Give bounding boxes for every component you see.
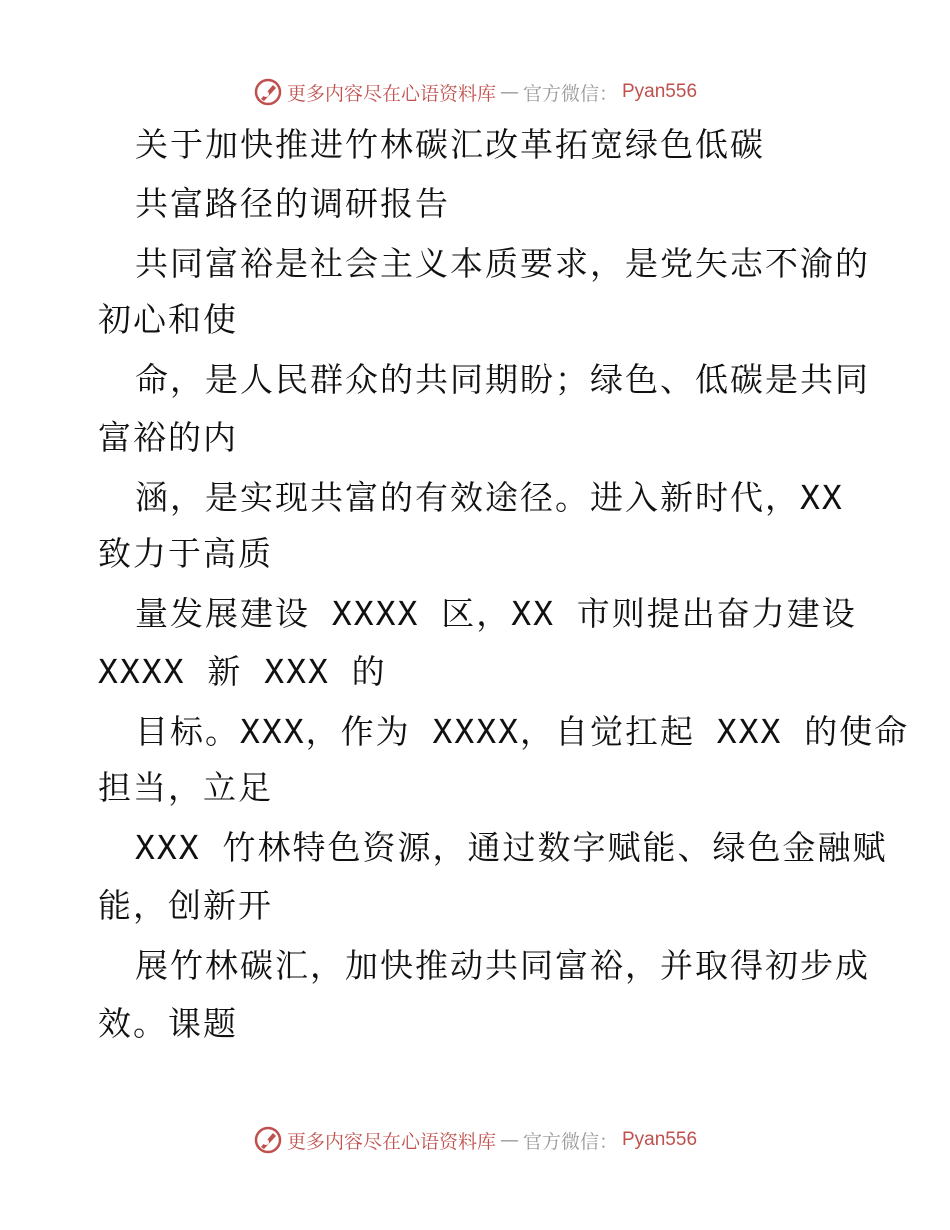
doc-line: XXXX 新 XXX 的: [98, 652, 387, 691]
doc-line: 共同富裕是社会主义本质要求，是党矢志不渝的: [135, 244, 870, 283]
banner-separator: —: [499, 81, 519, 103]
banner-slogan: 更多内容尽在心语资料库: [286, 82, 496, 105]
doc-line: 命，是人民群众的共同期盼；绿色、低碳是共同: [135, 360, 870, 399]
doc-line: 担当，立足: [98, 768, 273, 807]
doc-line: 富裕的内: [98, 418, 238, 457]
banner-separator: —: [499, 1129, 519, 1151]
banner-wechat-id: Pyan556: [622, 1129, 698, 1150]
doc-line: 涵，是实现共富的有效途径。进入新时代，XX: [135, 478, 844, 517]
doc-title-line-2: 共富路径的调研报告: [135, 184, 450, 223]
doc-title-line-1: 关于加快推进竹林碳汇改革拓宽绿色低碳: [135, 125, 765, 164]
doc-line: XXX 竹林特色资源，通过数字赋能、绿色金融赋: [135, 828, 888, 867]
doc-line: 初心和使: [98, 300, 238, 339]
footer-banner: [0, 1120, 950, 1160]
doc-line: 量发展建设 XXXX 区，XX 市则提出奋力建设: [135, 594, 857, 633]
banner-wechat-label: 官方微信：: [522, 1130, 618, 1153]
banner-wechat-label: 官方微信：: [522, 82, 618, 105]
doc-line: 致力于高质: [98, 534, 273, 573]
doc-line: 展竹林碳汇，加快推动共同富裕，并取得初步成: [135, 946, 870, 985]
header-banner: [0, 72, 950, 112]
doc-line: 目标。XXX，作为 XXXX，自觉扛起 XXX 的使命: [135, 712, 910, 751]
banner-wechat-id: Pyan556: [622, 81, 698, 102]
doc-line: 能，创新开: [98, 886, 273, 925]
pen-circle-icon: [253, 1125, 283, 1155]
pen-circle-icon: [253, 77, 283, 107]
doc-line: 效。课题: [98, 1004, 238, 1043]
banner-slogan: 更多内容尽在心语资料库: [286, 1130, 496, 1153]
